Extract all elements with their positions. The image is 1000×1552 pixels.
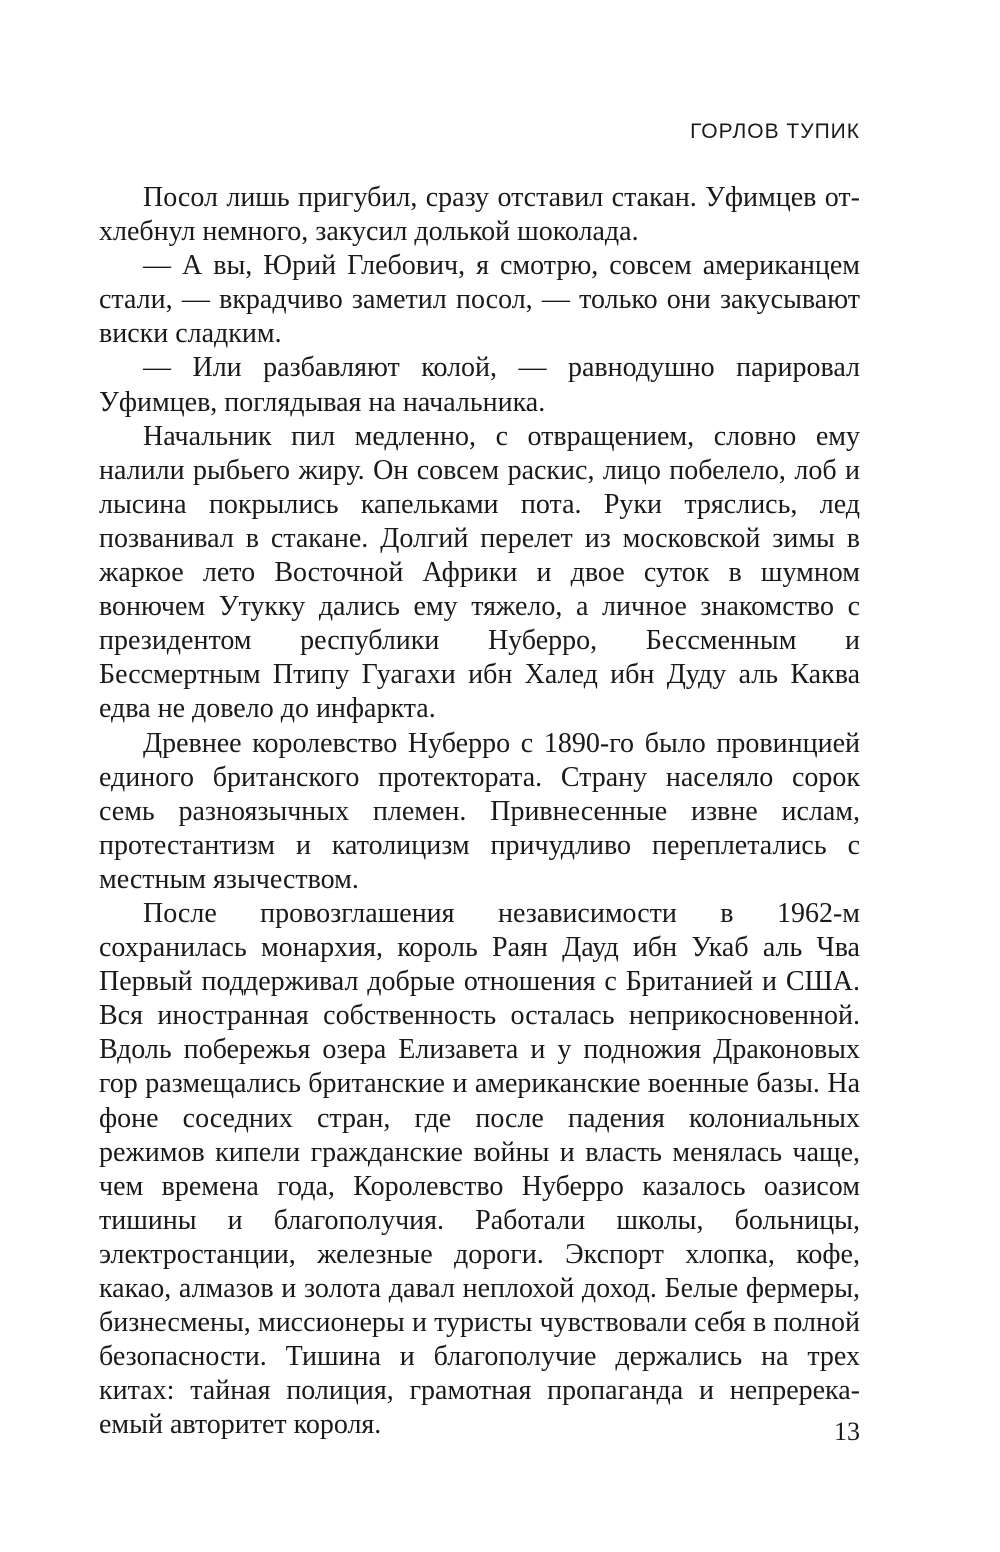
paragraph: Посол лишь пригубил, сразу отставил стакан. Уфимцев отхлебнул немного, закусил долькой шоколада.: [99, 182, 860, 248]
paragraph: Древнее королевство Нуберро с 1890-го было провинцией единого британского протектората. Страну населяло сорок семь разноязычных племен. Привнесенные извне ислам, протестантизм и католицизм причудливо переплетались с местным язычеством.: [99, 727, 860, 895]
running-head-title: ГОРЛОВ ТУПИК: [690, 120, 860, 143]
paragraph: После провозглашения независимости в 1962-м сохранилась монархия, король Раян Дауд ибн Укаб аль Чва Первый поддерживал добрые отношения с Британией и США. Вся иностранная собственность осталась неприкосновенной. Вдоль побережья озера Елизавета и у подножия Драконовых гор размещались британские и американские военные базы. На фоне соседних стран, где после падения колониальных режимов кипели гражданские войны и власть менялась чаще, чем времена года, Королевство Нуберро казалось оазисом тишины и благополучия. Работали школы, больницы, электростанции, железные дороги. Экспорт хлопка, кофе, какао, алмазов и золота давал неплохой доход. Белые фермеры, бизнесмены, миссионеры и туристы чувствовали себя в полной безопасности. Тишина и благополучие держались на трех китах: тайная полиция, грамотная пропаганда и непререкаемый авторитет короля.: [99, 897, 860, 1441]
body-text: [99, 181, 860, 1442]
page-number: 13: [834, 1417, 860, 1446]
paragraph: — Или разбавляют колой, — равнодушно парировал Уфимцев, поглядывая на начальника.: [99, 352, 860, 418]
paragraph: Начальник пил медленно, с отвращением, словно ему налили рыбьего жиру. Он совсем раскис, лицо побелело, лоб и лысина покрылись капельками пота. Руки тряслись, лед позванивал в стакане. Долгий перелет из московской зимы в жаркое лето Восточной Африки и двое суток в шумном вонючем Утукку дались ему тяжело, а личное знакомство с президентом республики Нуберро, Бессменным и Бессмертным Птипу Гуагахи ибн Халед ибн Дуду аль Каква едва не довело до инфаркта.: [99, 420, 860, 725]
paragraph: — А вы, Юрий Глебович, я смотрю, совсем американцем стали, — вкрадчиво заметил посол, — только они закусывают виски сладким.: [99, 250, 860, 350]
